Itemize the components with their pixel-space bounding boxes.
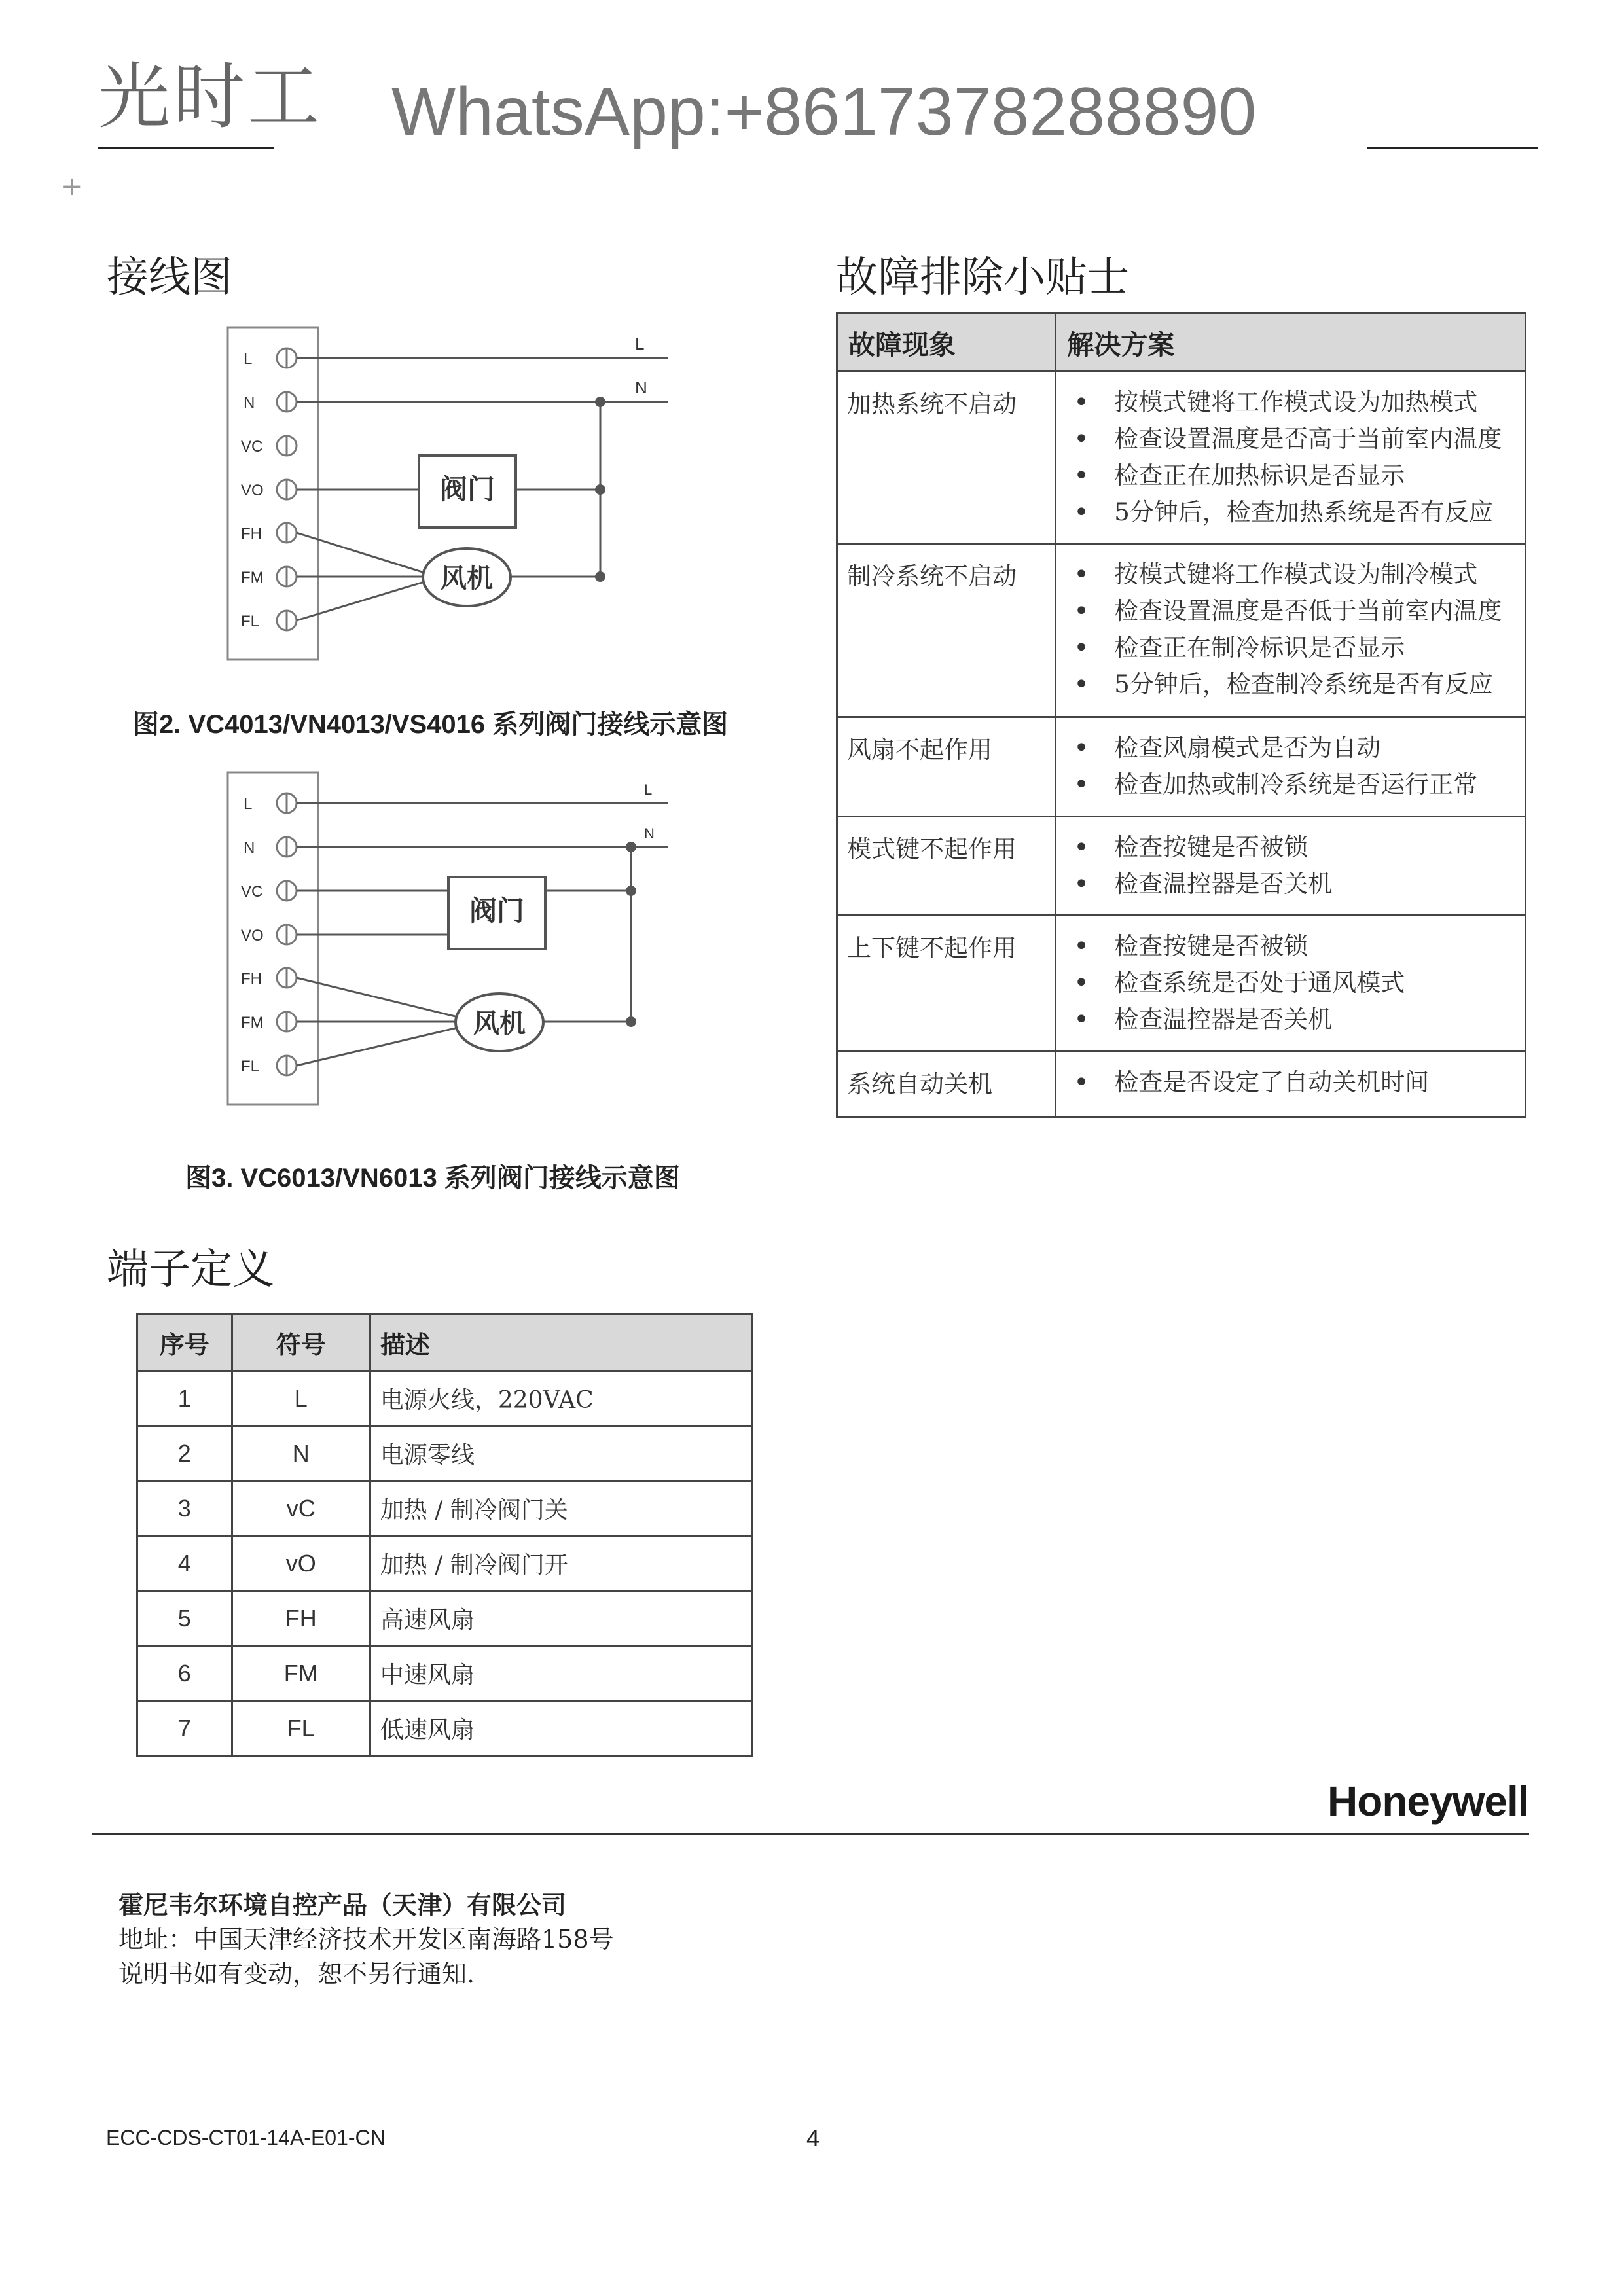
- symptom-cell: 制冷系统不启动: [837, 544, 1056, 717]
- symptom-cell: 模式键不起作用: [837, 817, 1056, 916]
- crosshair-mark: +: [61, 171, 83, 202]
- terminal-label: FL: [241, 1058, 260, 1075]
- fan-label: 风机: [441, 564, 493, 594]
- table-row: [837, 544, 1526, 717]
- solution-item: • 检查系统是否处于通风模式: [1066, 965, 1515, 1001]
- symptom-cell: 上下键不起作用: [837, 916, 1056, 1052]
- table-row: [837, 717, 1526, 817]
- company-address: 地址：中国天津经济技术开发区南海路158号: [118, 1925, 614, 1954]
- wiring-title: 接线图: [107, 253, 232, 302]
- header-watermark: WhatsApp:+8617378288890: [391, 74, 1257, 150]
- terminal-label: VO: [241, 482, 264, 499]
- terminal-label: N: [244, 394, 255, 412]
- table-header: 序号: [137, 1314, 232, 1371]
- line-label: L: [644, 781, 653, 798]
- terminal-symbol: FM: [232, 1646, 370, 1701]
- terminal-desc: 加热 / 制冷阀门关: [370, 1481, 752, 1536]
- solution-item: • 5分钟后，检查制冷系统是否有反应: [1066, 666, 1515, 703]
- terminal-desc: 电源火线，220VAC: [370, 1371, 752, 1426]
- terminal-no: 5: [137, 1591, 232, 1646]
- terminal-no: 7: [137, 1701, 232, 1756]
- line-label: N: [644, 825, 655, 842]
- terminal-no: 2: [137, 1426, 232, 1481]
- terminal-desc: 低速风扇: [370, 1701, 752, 1756]
- solution-item: • 5分钟后，检查加热系统是否有反应: [1066, 494, 1515, 531]
- solution-item: • 检查正在加热标识是否显示: [1066, 457, 1515, 494]
- terminal-no: 6: [137, 1646, 232, 1701]
- table-row: [137, 1426, 753, 1481]
- terminal-symbol: vC: [232, 1481, 370, 1536]
- header-rule-left: [98, 147, 274, 149]
- terminal-desc: 中速风扇: [370, 1646, 752, 1701]
- terminal-symbol: vO: [232, 1536, 370, 1591]
- header-rule-right: [1367, 147, 1538, 149]
- page-number: 4: [806, 2125, 820, 2151]
- change-notice: 说明书如有变动，恕不另行通知.: [118, 1960, 475, 1988]
- table-header: 符号: [232, 1314, 370, 1371]
- table-row: [137, 1701, 753, 1756]
- line-label: N: [635, 378, 647, 397]
- terminal-no: 1: [137, 1371, 232, 1426]
- solution-item: • 检查风扇模式是否为自动: [1066, 730, 1515, 766]
- terminal-symbol: L: [232, 1371, 370, 1426]
- wiring-diagram-2: [223, 766, 681, 1113]
- table-row: [137, 1481, 753, 1536]
- footer-rule: [92, 1833, 1529, 1835]
- solution-item: • 检查设置温度是否低于当前室内温度: [1066, 593, 1515, 630]
- figure-caption-1: 图2. VC4013/VN4013/VS4016 系列阀门接线示意图: [133, 710, 729, 739]
- table-row: [837, 1052, 1526, 1117]
- terminal-symbol: FL: [232, 1701, 370, 1756]
- figure-caption-2: 图3. VC6013/VN6013 系列阀门接线示意图: [185, 1164, 680, 1193]
- line-label: L: [635, 334, 645, 353]
- solution-item: • 检查按键是否被锁: [1066, 829, 1515, 866]
- terminal-label: L: [244, 795, 253, 813]
- solution-item: • 检查是否设定了自动关机时间: [1066, 1064, 1515, 1101]
- solution-item: • 检查按键是否被锁: [1066, 928, 1515, 965]
- terminal-definition-table: [136, 1313, 753, 1757]
- table-row: [137, 1591, 753, 1646]
- wiring-diagram-1: [223, 321, 681, 668]
- valve-label: 阀门: [439, 473, 496, 505]
- symptom-cell: 系统自动关机: [837, 1052, 1056, 1117]
- terminal-label: FH: [241, 525, 262, 543]
- terminal-label: N: [244, 839, 255, 857]
- terminal-symbol: FH: [232, 1591, 370, 1646]
- terminal-desc: 电源零线: [370, 1426, 752, 1481]
- solution-item: • 检查正在制冷标识是否显示: [1066, 630, 1515, 666]
- solution-item: • 检查温控器是否关机: [1066, 866, 1515, 903]
- solution-item: • 检查温控器是否关机: [1066, 1001, 1515, 1038]
- table-row: [837, 916, 1526, 1052]
- fan-label: 风机: [473, 1009, 526, 1039]
- terminal-label: L: [244, 350, 253, 368]
- symptom-cell: 加热系统不启动: [837, 372, 1056, 544]
- terminal-desc: 加热 / 制冷阀门开: [370, 1536, 752, 1591]
- table-header: 解决方案: [1056, 314, 1526, 372]
- table-row: [137, 1371, 753, 1426]
- solution-item: • 检查加热或制冷系统是否运行正常: [1066, 766, 1515, 803]
- table-row: [137, 1646, 753, 1701]
- troubleshooting-table: [836, 312, 1526, 1118]
- solution-item: • 按模式键将工作模式设为制冷模式: [1066, 556, 1515, 593]
- terminal-definition-title: 端子定义: [107, 1246, 274, 1294]
- header-brand: 光时工: [98, 55, 322, 139]
- table-row: [837, 817, 1526, 916]
- terminal-desc: 高速风扇: [370, 1591, 752, 1646]
- terminal-no: 3: [137, 1481, 232, 1536]
- terminal-label: FL: [241, 613, 260, 630]
- company-name: 霍尼韦尔环境自控产品（天津）有限公司: [118, 1890, 567, 1920]
- table-row: [137, 1536, 753, 1591]
- terminal-label: VC: [241, 883, 263, 901]
- terminal-symbol: N: [232, 1426, 370, 1481]
- solution-item: • 检查设置温度是否高于当前室内温度: [1066, 421, 1515, 457]
- terminal-label: VC: [241, 438, 263, 456]
- table-row: [837, 372, 1526, 544]
- troubleshooting-title: 故障排除小贴士: [836, 253, 1129, 302]
- document-number: ECC-CDS-CT01-14A-E01-CN: [106, 2126, 386, 2149]
- terminal-label: FM: [241, 569, 264, 586]
- honeywell-logo: Honeywell: [1327, 1778, 1529, 1825]
- terminal-label: FH: [241, 970, 262, 988]
- terminal-label: VO: [241, 927, 264, 944]
- table-header: 描述: [370, 1314, 752, 1371]
- valve-label: 阀门: [469, 895, 525, 927]
- terminal-no: 4: [137, 1536, 232, 1591]
- solution-item: • 按模式键将工作模式设为加热模式: [1066, 384, 1515, 421]
- terminal-label: FM: [241, 1014, 264, 1031]
- table-header: 故障现象: [837, 314, 1056, 372]
- symptom-cell: 风扇不起作用: [837, 717, 1056, 817]
